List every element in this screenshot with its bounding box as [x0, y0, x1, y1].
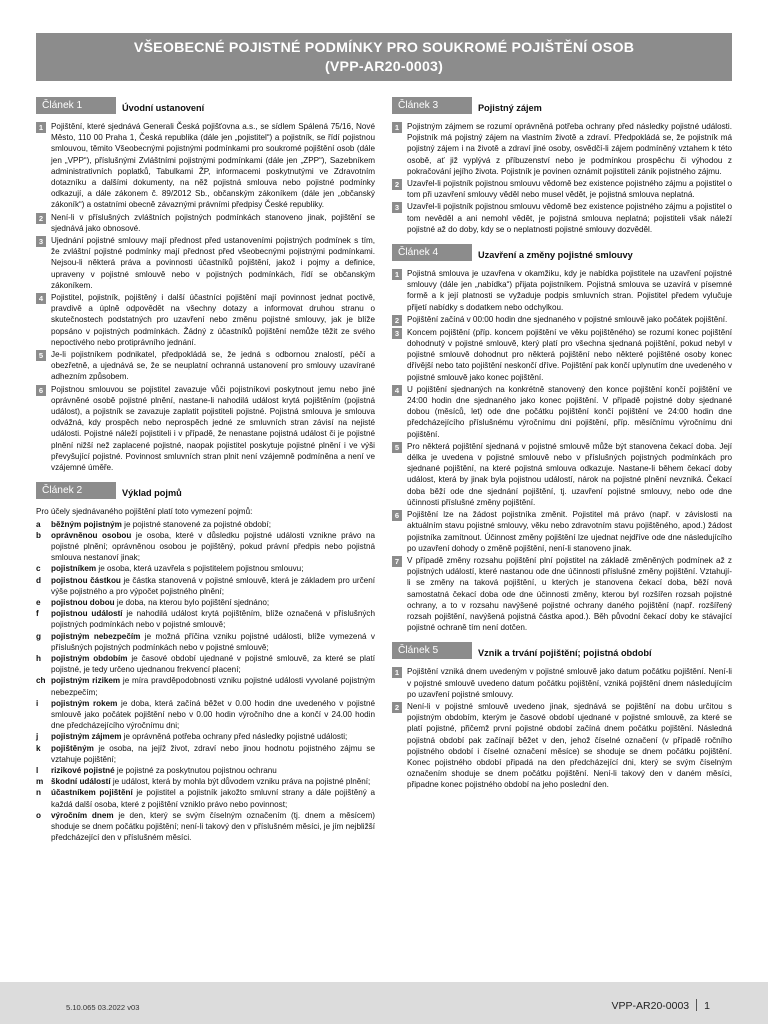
definition-text	[51, 608, 375, 630]
document-title-line1: VŠEOBECNÉ POJISTNÉ PODMÍNKY PRO SOUKROMÉ POJIŠTĚNÍ OSOB	[133, 40, 635, 56]
definition-body: je pojistné za poskytnutou pojistnou ochranu	[114, 765, 277, 775]
clause-item	[392, 201, 732, 235]
clause-number: 6	[36, 385, 46, 396]
clause-text: Pojistitel, pojistník, pojištěný i další účastníci pojištění mají povinnost jednat poctivě, pravdivě a úplně odpovědět na všechny dotazy a informovat druhou stranu o skutečnostech podstatných pro uzavření nebo změnu pojistné smlouvy, jak je blíže popsáno v pojistných podmínkách. Žádný z účastníků pojištění nemůže těžit ze svého nepoctivého nebo protiprávního jednání.	[51, 293, 375, 347]
definition-item	[36, 597, 375, 608]
clause-text: Uzavřel-li pojistník pojistnou smlouvu vědomě bez existence pojistného zájmu a pojistitel o tom při uzavření smlouvy věděl nebo musel vědět, je pojistná smlouva neplatná.	[407, 179, 732, 200]
article-4-heading	[392, 244, 732, 262]
definition-text	[51, 675, 375, 697]
left-column	[36, 97, 375, 852]
document-title	[36, 33, 732, 81]
clause-text: Není-li v pojistné smlouvě uvedeno jinak, sjednává se pojištění na dobu určitou s pojistným obdobím, kterým je časové období ujednané v pojistné smlouvě, za které se platí pojistné, přičemž první pojistné období začíná dnem počátku pojištění. Následná pojistná období pak začínají běžet v den, jehož číselné označení (v případě ročního pojistného období i číselné označení měsíce) se shoduje se dnem počátku pojištění. Konec pojistného období připadá na den předcházející dni, který se svým číselným označením shoduje se dnem počátku pojištění. Není-li takový den v daném měsíci, připadne konec pojistného období na jeho poslední den.	[407, 701, 732, 790]
definition-text	[51, 731, 375, 742]
definition-item	[36, 810, 375, 844]
definition-text	[51, 575, 375, 597]
clause-item	[392, 509, 732, 554]
definition-text	[51, 787, 375, 809]
definition-item	[36, 675, 375, 697]
definition-letter: f	[36, 609, 39, 619]
definition-body: je osoba, která uzavřela s pojistitelem pojistnou smlouvu;	[96, 564, 304, 574]
clause-number: 7	[392, 556, 402, 567]
clause-number: 5	[392, 442, 402, 453]
definition-letter: g	[36, 631, 42, 641]
clause-item	[36, 384, 375, 474]
definition-text	[51, 597, 375, 608]
definition-item	[36, 698, 375, 732]
clause-number: 2	[392, 315, 402, 326]
definition-term: oprávněnou osobou	[51, 530, 132, 540]
article-4-badge: Článek 4	[392, 244, 472, 261]
clause-text: Je-li pojistníkem podnikatel, předpokládá se, že jedná s odbornou znalostí, péčí a obezřetně, a ujednává se, že se neuplatní ochranná ustanovení pro smlouvy uzavírané adhezním způsobem.	[51, 350, 375, 382]
right-column	[392, 97, 732, 800]
article-1	[36, 97, 375, 473]
definition-body: je doba, na kterou bylo pojištění sjednáno;	[114, 597, 270, 607]
footer-document-code: VPP-AR20-0003	[611, 1000, 690, 1012]
clause-text: Uzavřel-li pojistník pojistnou smlouvu vědomě bez existence pojistného zájmu a pojistitel o tom nevěděl a ani nemohl vědět, je pojistná smlouva neplatná; pojistiteli však náleží pojistné až do doby, kdy se o neplatnosti pojistné smlouvy dozvěděl.	[407, 202, 732, 234]
article-4	[392, 244, 732, 633]
clause-text: Pojistnou smlouvou se pojistitel zavazuje vůči pojistníkovi poskytnout jemu nebo jiné oprávněné osobě pojistné plnění, nastane-li nahodilá událost krytá pojištěním (pojistná událost), a pojistník se zavazuje zaplatit pojistiteli pojistné. Pojistná smlouva je smlouva odvážná, kdy prospěch nebo neprospěch jedné ze smluvních stran závisí na nejisté události. Pojistné náleží pojistiteli i v případě, že nenastane pojistná událost či je pojistné plnění nižší než zaplacené pojistné, naopak pojistitel poskytuje pojistné plnění i ve výši převyšující pojistné. Povinnost smluvních stran plnit není vzájemně podmíněna a není ve vzájemné úměře.	[51, 384, 375, 473]
clause-item	[36, 235, 375, 291]
document-title-line2: (VPP-AR20-0003)	[324, 59, 444, 75]
clause-text: Pojistná smlouva je uzavřena v okamžiku, kdy je nabídka pojistitele na uzavření pojistné smlouvy (dále jen „nabídka“) přijata pojistníkem. Pojistná smlouva se uzavírá v písemné formě a k její platnosti se vyžaduje podpis smluvních stran. Pojistitel předem vylučuje přijetí nabídky s dodatkem nebo odchylkou.	[407, 269, 732, 312]
definition-term: pojistníkem	[51, 564, 97, 574]
definition-term: účastníkem pojištění	[51, 788, 133, 798]
definition-letter: ch	[36, 676, 46, 686]
definition-body: je událost, která by mohla být důvodem vzniku práva na pojistné plnění;	[110, 777, 371, 787]
definition-item	[36, 743, 375, 765]
clause-item	[36, 349, 375, 383]
definition-text	[51, 631, 375, 653]
clause-number: 4	[36, 293, 46, 304]
definition-letter: h	[36, 653, 42, 663]
definition-term: výročním dnem	[51, 810, 114, 820]
definition-item	[36, 653, 375, 675]
definition-body: je pojistné stanovené za pojistné období;	[121, 519, 271, 529]
definition-item	[36, 519, 375, 530]
article-5-title: Vznik a trvání pojištění; pojistná období	[478, 648, 652, 659]
footer-version: 5.10.065 03.2022 v03	[66, 1003, 140, 1012]
definition-term: rizikové pojistné	[51, 765, 115, 775]
definition-body: je časové období ujednané v pojistné smlouvě, za které se platí pojistné, je tedy určeno ujednanou frekvencí placení;	[51, 653, 375, 675]
clause-number: 1	[392, 269, 402, 280]
definition-item	[36, 530, 375, 564]
definition-term: pojistnou částkou	[51, 575, 121, 585]
clause-number: 3	[392, 202, 402, 213]
definition-body: je pojistitel a pojistník jakožto smluvní strany a dále pojištěný a každá další osoba, které z pojištění vzniklo právo nebo povinnost;	[51, 788, 375, 809]
clause-text: Pojištění vzniká dnem uvedeným v pojistné smlouvě jako datum počátku pojištění. Není-li v pojistné smlouvě uvedeno datum počátku pojištění, vzniká pojištění dnem následujícím po uzavření pojistné smlouvy.	[407, 667, 732, 699]
clause-text: Ujednání pojistné smlouvy mají přednost před ustanoveními pojistných podmínek s tím, že zvláštní pojistné podmínky mají přednost před všeobecnými pojistnými podmínkami. Nejsou-li některá práva a povinnosti účastníků pojištění, jakož i pojmy a definice, upraveny v pojistné smlouvě nebo v pojistných podmínkách, řídí se občanským zákoníkem.	[51, 236, 375, 290]
definition-text	[51, 698, 375, 732]
article-3-items	[392, 121, 732, 235]
article-5-heading	[392, 642, 732, 660]
article-1-heading	[36, 97, 375, 115]
clause-item	[36, 121, 375, 211]
definition-body: je možná příčina vzniku pojistné události, blíže vymezená v příslušných pojistných podmínkách nebo v pojistné smlouvě;	[51, 631, 375, 652]
article-3	[392, 97, 732, 235]
definition-letter: c	[36, 564, 41, 574]
definition-term: pojistným rokem	[51, 698, 118, 708]
clause-item	[392, 666, 732, 700]
definition-term: pojistným obdobím	[51, 653, 128, 663]
clause-text: Není-li v příslušných zvláštních pojistných podmínkách stanoveno jinak, pojištění se sjednává jako obnosové.	[51, 212, 375, 233]
clause-item	[392, 121, 732, 177]
definition-term: pojistnou dobou	[51, 597, 115, 607]
clause-item	[36, 292, 375, 348]
clause-item	[392, 314, 732, 326]
clause-number: 5	[36, 350, 46, 361]
definition-text	[51, 765, 375, 776]
clause-number: 6	[392, 510, 402, 521]
article-4-items	[392, 268, 732, 633]
definition-letter: k	[36, 743, 41, 753]
definition-item	[36, 731, 375, 742]
clause-number: 3	[36, 236, 46, 247]
clause-number: 4	[392, 385, 402, 396]
definition-letter: i	[36, 698, 39, 708]
definition-body: je osoba, na jejíž život, zdraví nebo jinou hodnotu pojistného zájmu se vztahuje pojištění;	[51, 743, 375, 764]
article-2	[36, 482, 375, 843]
clause-text: U pojištění sjednaných na konkrétně stanovený den konce pojištění končí pojištění ve 24:00 hodin dne sjednaného jako konec pojištění. V případě pojistné doby sjednané dobou (měsíců, let) ode dne počátku pojištění končí pojištění ve 24:00 hodin dne předcházejícího příslušnému výročnímu dni pojištění, příp. měsíčnímu výročnímu dni pojištění.	[407, 384, 732, 439]
clause-number: 1	[36, 122, 46, 133]
definition-letter: a	[36, 519, 41, 529]
definition-text	[51, 653, 375, 675]
definition-term: škodní událostí	[51, 777, 111, 787]
definition-term: běžným pojistným	[51, 519, 122, 529]
definition-text	[51, 810, 375, 844]
clause-item	[392, 268, 732, 313]
article-4-title: Uzavření a změny pojistné smlouvy	[478, 250, 633, 261]
article-1-title: Úvodní ustanovení	[122, 103, 205, 113]
definition-item	[36, 631, 375, 653]
definition-body: je doba, která začíná běžet v 0.00 hodin dne uvedeného v pojistné smlouvě jako počátek pojištění nebo v 0.00 hodin výročního dne a končí v 24.00 hodin dne předcházejícího výročnímu dni;	[51, 698, 375, 731]
definition-item	[36, 765, 375, 776]
clause-text: Pojištění začíná v 00:00 hodin dne sjednaného v pojistné smlouvě jako počátek pojištění.	[407, 314, 728, 324]
definition-item	[36, 787, 375, 809]
definition-text	[51, 563, 375, 574]
clause-item	[392, 555, 732, 633]
definition-letter: m	[36, 777, 44, 787]
definition-body: je částka stanovená v pojistné smlouvě, která je základem pro určení výše pojistného a pro výpočet pojistného plnění;	[51, 575, 375, 596]
definition-item	[36, 563, 375, 574]
article-2-title: Výklad pojmů	[122, 488, 182, 499]
clause-text: Pro některá pojištění sjednaná v pojistné smlouvě může být stanovena čekací doba. Její délka je uvedena v pojistné smlouvě nebo v příslušných pojistných podmínkách pro sjednané pojištění, na které pojistná smlouva odkazuje. Nastane-li během čekací doby událost, která by jinak byla pojistnou událostí, nárok na pojistné plnění nevzniká. Čekací doba běží ode dne sjednání pojištění, tj. uzavření pojistné smlouvy, nebo ode dne účinnosti příslušné změny pojištění.	[407, 441, 732, 507]
definition-item	[36, 575, 375, 597]
definition-letter: b	[36, 530, 42, 540]
definition-letter: d	[36, 575, 42, 585]
article-1-badge: Článek 1	[36, 97, 116, 114]
definition-term: pojistným rizikem	[51, 676, 121, 686]
definition-body: je míra pravděpodobnosti vzniku pojistné události vyvolané pojistným nebezpečím;	[51, 676, 375, 697]
definition-letter: o	[36, 810, 42, 820]
definition-body: je osoba, které v důsledku pojistné události vznikne právo na pojistné plnění; oprávněnou osobou je pojištěný, pokud právní předpis nebo pojistná smlouva nestanoví jinak;	[51, 530, 375, 563]
article-2-intro: Pro účely sjednávaného pojištění platí toto vymezení pojmů:	[36, 507, 253, 517]
clause-item	[392, 327, 732, 383]
definition-body: je den, který se svým číselným označením (tj. dnem a měsícem) shoduje se dnem počátku pojištění; není-li takový den v příslušném měsíci, je jím nejbližší předcházející den v příslušném měsíci.	[51, 810, 375, 843]
article-2-definitions	[36, 519, 375, 844]
article-3-heading	[392, 97, 732, 115]
article-2-heading	[36, 482, 375, 500]
clause-number: 1	[392, 667, 402, 678]
article-1-items	[36, 121, 375, 473]
clause-text: Pojistným zájmem se rozumí oprávněná potřeba ochrany před následky pojistné události. Pojistník má pojistný zájem na vlastním životě a zdraví. Předpokládá se, že pojistník má pojistný zájem i na životě a zdraví jiné osoby, osvědčí-li zájem podmíněný vztahem k této osobě, ať již vyplývá z příbuzenství nebo je podmínkou prospěchu či výhodou z pokračování jejího života. Pojistník je povinen oznámit pojistiteli zánik pojistného zájmu.	[407, 122, 732, 176]
footer-separator	[696, 999, 697, 1011]
clause-number: 2	[392, 179, 402, 190]
article-5	[392, 642, 732, 790]
clause-item	[392, 384, 732, 440]
footer-page-info	[612, 999, 710, 1012]
clause-text: Pojištění lze na žádost pojistníka změnit. Pojistitel má právo (např. v závislosti na aktuálním stavu pojistné smlouvy, věku nebo zdravotním stavu pojištěného, apod.) žádost pojistníka zamítnout. Účinnost změny pojištění lze ujednat nejdříve ode dne následujícího po uzavření dohody o změně pojištění, není-li stanoveno jinak.	[407, 510, 732, 553]
clause-number: 2	[392, 702, 402, 713]
article-2-badge: Článek 2	[36, 482, 116, 499]
definition-letter: j	[36, 732, 39, 742]
definition-text	[51, 519, 375, 530]
definition-item	[36, 776, 375, 787]
clause-text: Pojištění, které sjednává Generali Česká pojišťovna a.s., se sídlem Spálená 75/16, Nové Město, 110 00 Praha 1, Česká republika (dále jen „pojistitel“) a pojistník, se řídí pojistnou smlouvou, těmito Všeobecnými pojistnými podmínkami pro soukromé pojištění osob (dále jen „VPP“), příslušnými Zvláštními pojistnými podmínkami (dále jen „ZPP“), Sazebníkem administrativních poplatků, Tabulkami ŽP, informacemi poskytnutými ve Zdravotním dotazníku a dalšími dokumenty, na něž pojistná smlouva nebo pojistné podmínky odkazují, a dále zákonem č. 89/2012 Sb., občanským zákoníkem (dále jen „občanský zákoník“) a ostatními obecně závaznými právními předpisy České republiky.	[51, 122, 375, 210]
clause-item	[392, 178, 732, 200]
article-3-badge: Článek 3	[392, 97, 472, 114]
definition-body: je nahodilá událost krytá pojištěním, blíže označená v příslušných pojistných podmínkách nebo v pojistné smlouvě;	[51, 609, 375, 630]
definition-letter: n	[36, 788, 42, 798]
clause-text: V případě změny rozsahu pojištění plní pojistitel na základě změněných podmínek až z pojistných událostí, které nastanou ode dne účinnosti příslušné změny pojištění. Vztahují-li se změny na taková pojištění, u kterých je stanovena čekací doba, běží nová samostatná čekací doba ode dne účinnosti změny, kterou byl rozšířen rozsah pojistné ochrany, a to v rozsahu navýšené pojistné ochrany daného pojištění (např. rozšířený rozsah pojištění, navýšená pojistná částka apod.). Běh původní čekací doby ke stávající pojistné ochraně tím není dotčen.	[407, 555, 732, 633]
clause-item	[36, 212, 375, 234]
article-5-items	[392, 666, 732, 790]
article-3-title: Pojistný zájem	[478, 103, 542, 113]
page-number: 1	[704, 1000, 710, 1012]
definition-letter: e	[36, 597, 41, 607]
clause-text: Koncem pojištění (příp. koncem pojištění ve věku pojištěného) se rozumí konec pojištění dohodnutý v pojistné smlouvě, který platí pro všechna sjednaná pojištění, pokud nebyl v pojistné smlouvě dohodnut pro některá pojištění nebo některé pojištěné osoby konec dřívější nebo tato pojištění neskončí dříve. Pojištění pak končí uplynutím dne uvedeného v pojistné smlouvě jako konec pojištění.	[407, 327, 732, 382]
clause-item	[392, 701, 732, 791]
definition-text	[51, 530, 375, 564]
definition-term: pojistnou událostí	[51, 609, 123, 619]
article-5-badge: Článek 5	[392, 642, 472, 659]
definition-term: pojistným nebezpečím	[51, 631, 141, 641]
clause-number: 2	[36, 213, 46, 224]
definition-text	[51, 743, 375, 765]
definition-term: pojistným zájmem	[51, 732, 122, 742]
definition-text	[51, 776, 375, 787]
definition-term: pojištěným	[51, 743, 94, 753]
definition-item	[36, 608, 375, 630]
definition-body: je oprávněná potřeba ochrany před následky pojistné události;	[121, 732, 348, 742]
definition-letter: l	[36, 765, 39, 775]
clause-number: 3	[392, 328, 402, 339]
clause-item	[392, 441, 732, 508]
clause-number: 1	[392, 122, 402, 133]
